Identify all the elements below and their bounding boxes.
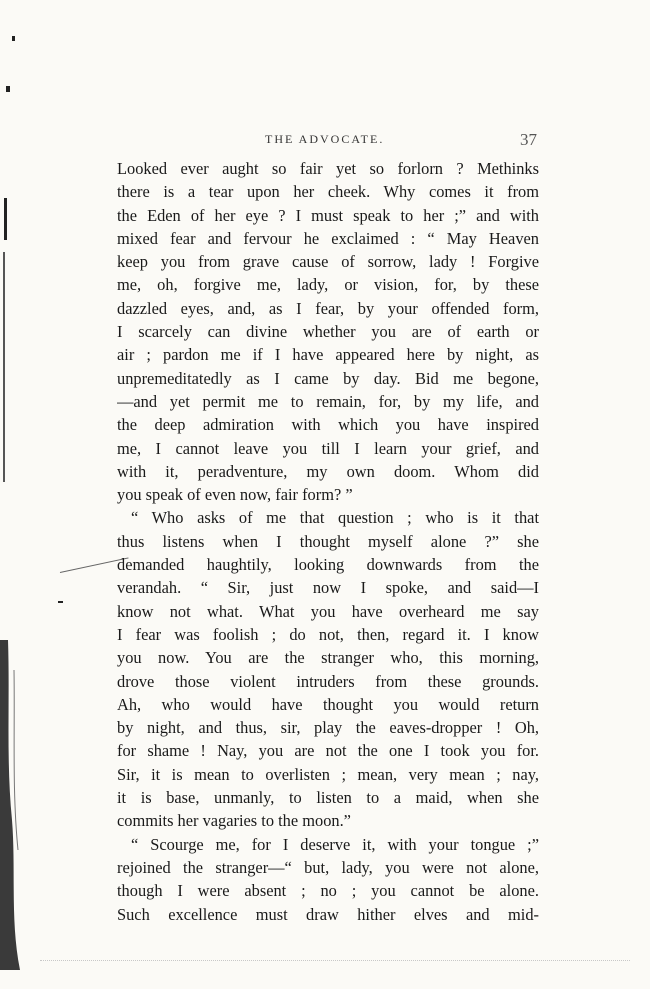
scan-smudge xyxy=(40,960,630,967)
text-line: mixed fear and fervour he exclaimed : “ May Heaven xyxy=(117,228,539,248)
text-line: me, I cannot leave you till I learn your grief, and xyxy=(117,438,539,458)
text-line: thus listens when I thought myself alone ?” she xyxy=(117,531,539,551)
text-line: drove those violent intruders from these grounds. xyxy=(117,671,539,691)
body-text xyxy=(117,157,539,926)
text-line: you speak of even now, fair form? ” xyxy=(117,485,353,505)
text-line: “ Scourge me, for I deserve it, with your tongue ;” xyxy=(131,834,539,854)
text-line: commits her vagaries to the moon.” xyxy=(117,811,351,831)
text-line: air ; pardon me if I have appeared here by night, as xyxy=(117,345,539,365)
text-line: the Eden of her eye ? I must speak to her ;” and with xyxy=(117,205,539,225)
text-line: me, oh, forgive me, lady, or vision, for, by these xyxy=(117,275,539,295)
text-line: with it, peradventure, my own doom. Whom did xyxy=(117,461,539,481)
running-head xyxy=(117,130,537,156)
text-line: keep you from grave cause of sorrow, lady ! Forgive xyxy=(117,252,539,272)
text-line: you now. You are the stranger who, this morning, xyxy=(117,648,539,668)
text-line: there is a tear upon her cheek. Why comes it from xyxy=(117,182,539,202)
text-line: —and yet permit me to remain, for, by my life, and xyxy=(117,391,539,411)
text-line: by night, and thus, sir, play the eaves-dropper ! Oh, xyxy=(117,718,539,738)
text-line: verandah. “ Sir, just now I spoke, and said—I xyxy=(117,578,539,598)
text-line: it is base, unmanly, to listen to a maid, when she xyxy=(117,788,539,808)
text-line: the deep admiration with which you have inspired xyxy=(117,415,539,435)
text-line: Ah, who would have thought you would return xyxy=(117,694,539,714)
text-line: unpremeditatedly as I came by day. Bid me begone, xyxy=(117,368,539,388)
scan-speck xyxy=(12,36,15,41)
text-line: I scarcely can divine whether you are of earth or xyxy=(117,322,539,342)
text-line: rejoined the stranger—“ but, lady, you were not alone, xyxy=(117,857,539,877)
text-line: for shame ! Nay, you are not the one I took you for. xyxy=(117,741,539,761)
scan-mark xyxy=(3,252,5,482)
running-title: THE ADVOCATE. xyxy=(265,132,385,146)
text-line: know not what. What you have overheard me say xyxy=(117,601,539,621)
text-line: though I were absent ; no ; you cannot be alone. xyxy=(117,881,539,901)
text-line: Such excellence must draw hither elves and mid- xyxy=(117,904,539,924)
scan-mark xyxy=(4,198,7,240)
page-number: 37 xyxy=(520,130,537,149)
text-line: Looked ever aught so fair yet so forlorn ? Methinks xyxy=(117,159,539,178)
text-line: Sir, it is mean to overlisten ; mean, very mean ; nay, xyxy=(117,764,539,784)
scan-speck xyxy=(58,601,63,603)
text-line: I fear was foolish ; do not, then, regard it. I know xyxy=(117,624,539,644)
text-line: demanded haughtily, looking downwards from the xyxy=(117,555,539,575)
binding-edge xyxy=(0,640,26,970)
scan-speck xyxy=(6,86,10,92)
text-line: “ Who asks of me that question ; who is it that xyxy=(131,508,539,528)
text-line: dazzled eyes, and, as I fear, by your offended form, xyxy=(117,298,539,318)
